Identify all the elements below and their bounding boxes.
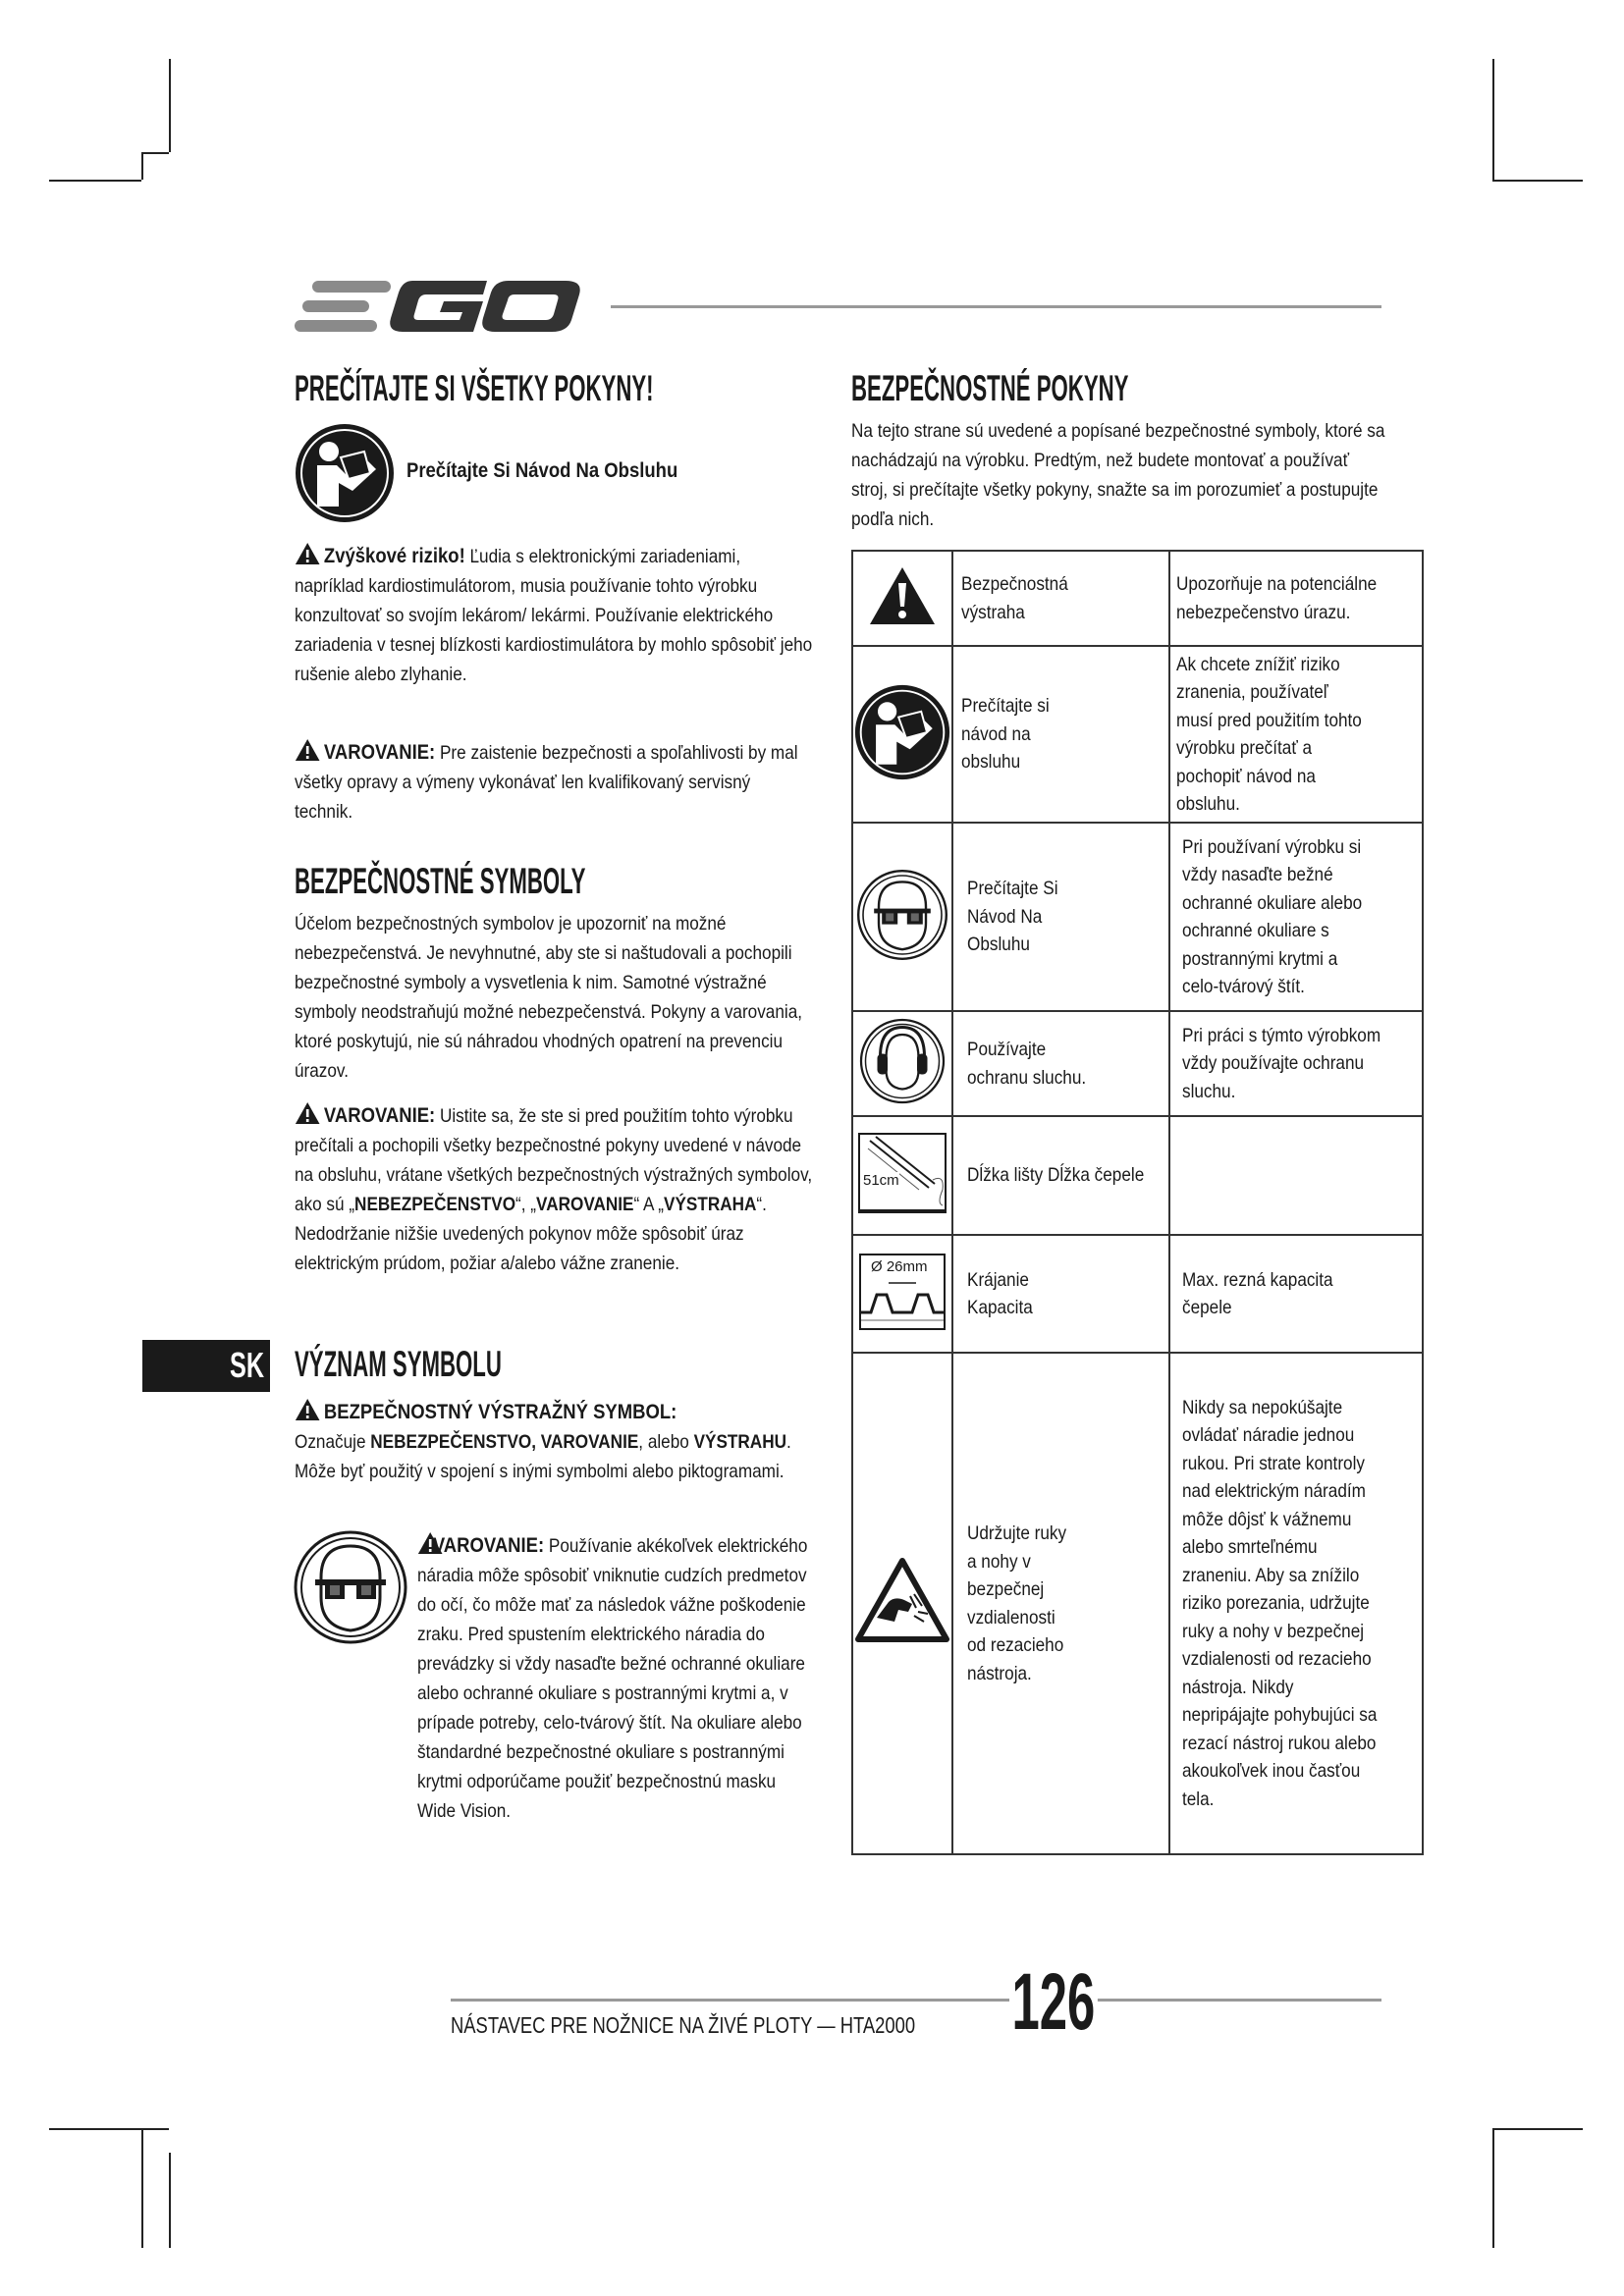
hand-cut-hazard-icon [855, 1557, 949, 1645]
read-manual-icon [294, 422, 396, 524]
table-row [852, 823, 1423, 1011]
read-all-heading: PREČÍTAJTE SI VŠETKY POKYNY! [295, 368, 654, 408]
language-tab [142, 1340, 270, 1392]
symbol-description: Ak chcete znížiť riziko zranenia, používateľ musí pred použitím tohto výrobku prečítať a pochopiť návod na obsluhu. [1175, 653, 1362, 815]
read-manual-label: Prečítajte Si Návod Na Obsluhu [406, 459, 678, 482]
alert-text: Označuje [295, 1431, 371, 1453]
crop-mark [1492, 2128, 1494, 2248]
crop-mark [141, 152, 143, 180]
crop-mark [141, 152, 169, 154]
warning-lead: VAROVANIE: [432, 1534, 545, 1557]
cutting-capacity-value: Ø 26mm [871, 1257, 928, 1275]
name-cell [952, 1116, 1169, 1235]
symbol-meaning-heading: VÝZNAM SYMBOLU [295, 1344, 502, 1384]
desc-cell [1169, 1116, 1423, 1235]
name-cell [952, 1011, 1169, 1116]
symbol-cell [852, 1353, 952, 1854]
desc-cell [1169, 646, 1423, 823]
safety-goggles-icon [855, 868, 949, 962]
symbol-cell [852, 646, 952, 823]
alert-text: . Môže byť použitý v spojení s inými symbolmi alebo piktogramami. [295, 1431, 791, 1482]
alert-terms: NEBEZPEČENSTVO, VAROVANIE [370, 1431, 639, 1453]
symbol-cell [852, 1235, 952, 1353]
alert-symbol-description [295, 1398, 813, 1486]
symbol-cell [852, 551, 952, 646]
desc-cell [1169, 1235, 1423, 1353]
footer-rule [451, 1999, 1381, 2002]
name-cell [952, 551, 1169, 646]
page-number: 126 [1009, 1961, 1098, 2044]
safety-symbols-table [851, 550, 1424, 1855]
pacemaker-warning [295, 542, 813, 689]
warning-triangle-icon [295, 1101, 320, 1125]
symbol-name: Prečítajte si návod na obsluhu [961, 695, 1050, 774]
symbol-description: Max. rezná kapacita čepele [1181, 1268, 1333, 1318]
symbol-cell [852, 1011, 952, 1116]
table-row [852, 646, 1423, 823]
blade-length-icon [858, 1133, 947, 1213]
crop-mark [1492, 180, 1583, 182]
symbol-name: Udržujte ruky a nohy v bezpečnej vzdialenosti od rezacieho nástroja. [967, 1522, 1067, 1684]
cutting-capacity-icon [859, 1254, 946, 1330]
symbol-description: Pri používaní výrobku si vždy nasaďte bežné ochranné okuliare alebo ochranné okuliare s postrannými krytmi a celo-tvárový štít. [1181, 835, 1363, 997]
header-rule [611, 305, 1381, 308]
warning-triangle-icon [295, 542, 320, 565]
desc-cell [1169, 1011, 1423, 1116]
crop-mark [169, 59, 171, 152]
name-cell [952, 1353, 1169, 1854]
footer-title: NÁSTAVEC PRE NOŽNICE NA ŽIVÉ PLOTY — HTA2000 [451, 2012, 916, 2038]
safety-symbols-text: Účelom bezpečnostných symbolov je upozorniť na možné nebezpečenstvá. Je nevyhnutné, aby ste si naštudovali a pochopili bezpečnostné symboly a vysvetlenia k nim. Samotné výstražné symboly neodstraňujú možné nebezpečenstvá. Pokyny a varovania, ktoré poskytujú, nie sú náhradou vhodných opatrení na prevenciu úrazov. [295, 913, 803, 1082]
warning-text: “ A „ [633, 1194, 665, 1215]
desc-cell [1169, 551, 1423, 646]
pacemaker-lead: Zvýškové riziko! [323, 545, 465, 567]
symbol-name: Krájanie Kapacita [967, 1268, 1033, 1318]
crop-mark [1492, 2128, 1583, 2130]
warning-text: Pre zaistenie bezpečnosti a spoľahlivosti by mal všetky opravy a výmeny vykonávať len kvalifikovaný servisný technik. [295, 742, 798, 823]
ego-logo [291, 275, 585, 338]
symbol-description: Pri práci s týmto výrobkom vždy používajte ochranu sluchu. [1181, 1024, 1380, 1102]
desc-cell [1169, 823, 1423, 1011]
safety-instructions-intro: Na tejto strane sú uvedené a popísané bezpečnostné symboly, ktoré sa nachádzajú na výrobku. Predtým, než budete montovať a používať stroj, si prečítajte všetky pokyny, snažte sa im porozumieť a postupujte podľa nich. [851, 420, 1385, 530]
symbol-name: Prečítajte Si Návod Na Obsluhu [967, 878, 1058, 956]
warning-text: Používanie akékoľvek elektrického náradia môže spôsobiť vniknutie cudzích predmetov do očí, čo môže mať za následok vážne poškodenie zraku. Pred spustením elektrického náradia do prevádzky si vždy nasaďte bežné ochranné okuliare alebo ochranné okuliare s postrannými krytmi a, v prípade potreby, celo-tvárový štít. Na okuliare alebo štandardné bezpečnostné okuliare s postrannými krytmi odporúčame použiť bezpečnostnú masku Wide Vision. [417, 1535, 808, 1822]
symbol-name: Dĺžka lišty Dĺžka čepele [967, 1164, 1145, 1187]
warning-text: “. Nedodržanie nižšie uvedených pokynov môže spôsobiť úraz elektrickým prúdom, požiar a/alebo vážne zranenie. [295, 1194, 767, 1274]
danger-term: NEBEZPEČENSTVO [354, 1194, 516, 1215]
table-row [852, 1353, 1423, 1854]
read-manual-icon [853, 683, 951, 781]
symbol-description: Nikdy sa nepokúšajte ovládať náradie jednou rukou. Pri strate kontroly nad elektrickým náradím môže dôjsť k vážnemu alebo smrteľnému zraneniu. Aby sa znížilo riziko porezania, udržujte ruky a nohy v bezpečnej vzdialenosti od rezacieho nástroja. Nikdy nepripájajte pohybujúci sa rezací nástroj rukou alebo akoukoľvek inou časťou tela. [1181, 1396, 1378, 1810]
alert-terms: VÝSTRAHU [693, 1431, 786, 1453]
symbol-cell [852, 1116, 952, 1235]
name-cell [952, 1235, 1169, 1353]
read-instructions-warning [295, 1101, 813, 1278]
blade-length-value: 51cm [863, 1172, 899, 1189]
symbol-name: Používajte ochranu sluchu. [967, 1039, 1087, 1089]
safety-goggles-icon [292, 1528, 409, 1646]
crop-mark [1492, 59, 1494, 180]
eye-protection-warning [417, 1531, 815, 1826]
crop-mark [49, 180, 141, 182]
safety-instructions-heading: BEZPEČNOSTNÉ POKYNY [851, 368, 1129, 408]
warning-lead: VAROVANIE: [323, 741, 436, 764]
warning-triangle-icon [868, 565, 937, 626]
warning-triangle-icon [295, 1398, 320, 1421]
alert-text: , alebo [638, 1431, 694, 1453]
crop-mark [169, 2153, 171, 2248]
language-tab-label: SK [229, 1345, 264, 1385]
symbol-name: Bezpečnostná výstraha [961, 573, 1068, 623]
warning-term: VAROVANIE [536, 1194, 634, 1215]
caution-term: VÝSTRAHA [664, 1194, 757, 1215]
pacemaker-text: Ľudia s elektronickými zariadeniami, napríklad kardiostimulátorom, musia používanie tohto výrobku konzultovať so svojím lekárom/ lekármi. Používanie elektrického zariadenia v tesnej blízkosti kardiostimulátora by mohlo spôsobiť jeho rušenie alebo zlyhanie. [295, 546, 813, 685]
crop-mark [141, 2128, 143, 2248]
warning-lead: VAROVANIE: [323, 1104, 436, 1127]
table-row [852, 551, 1423, 646]
warning-text: Uistite sa, že ste si pred použitím tohto výrobku prečítali a pochopili všetky bezpečnostné pokyny uvedené v návode na obsluhu, vrátane všetkých bezpečnostných výstražných symbolov, ako sú „ [295, 1105, 813, 1215]
warning-text: “, „ [515, 1194, 537, 1215]
table-row [852, 1116, 1423, 1235]
ear-protection-icon [858, 1017, 947, 1105]
alert-symbol-lead: BEZPEČNOSTNÝ VÝSTRAŽNÝ SYMBOL: [323, 1401, 677, 1423]
service-warning [295, 738, 813, 827]
safety-symbols-heading: BEZPEČNOSTNÉ SYMBOLY [295, 861, 586, 901]
desc-cell [1169, 1353, 1423, 1854]
table-row [852, 1011, 1423, 1116]
crop-mark [49, 2128, 169, 2130]
table-row [852, 1235, 1423, 1353]
warning-triangle-icon [295, 738, 320, 762]
name-cell [952, 646, 1169, 823]
symbol-cell [852, 823, 952, 1011]
name-cell [952, 823, 1169, 1011]
symbol-description: Upozorňuje na potenciálne nebezpečenstvo úrazu. [1175, 573, 1378, 623]
